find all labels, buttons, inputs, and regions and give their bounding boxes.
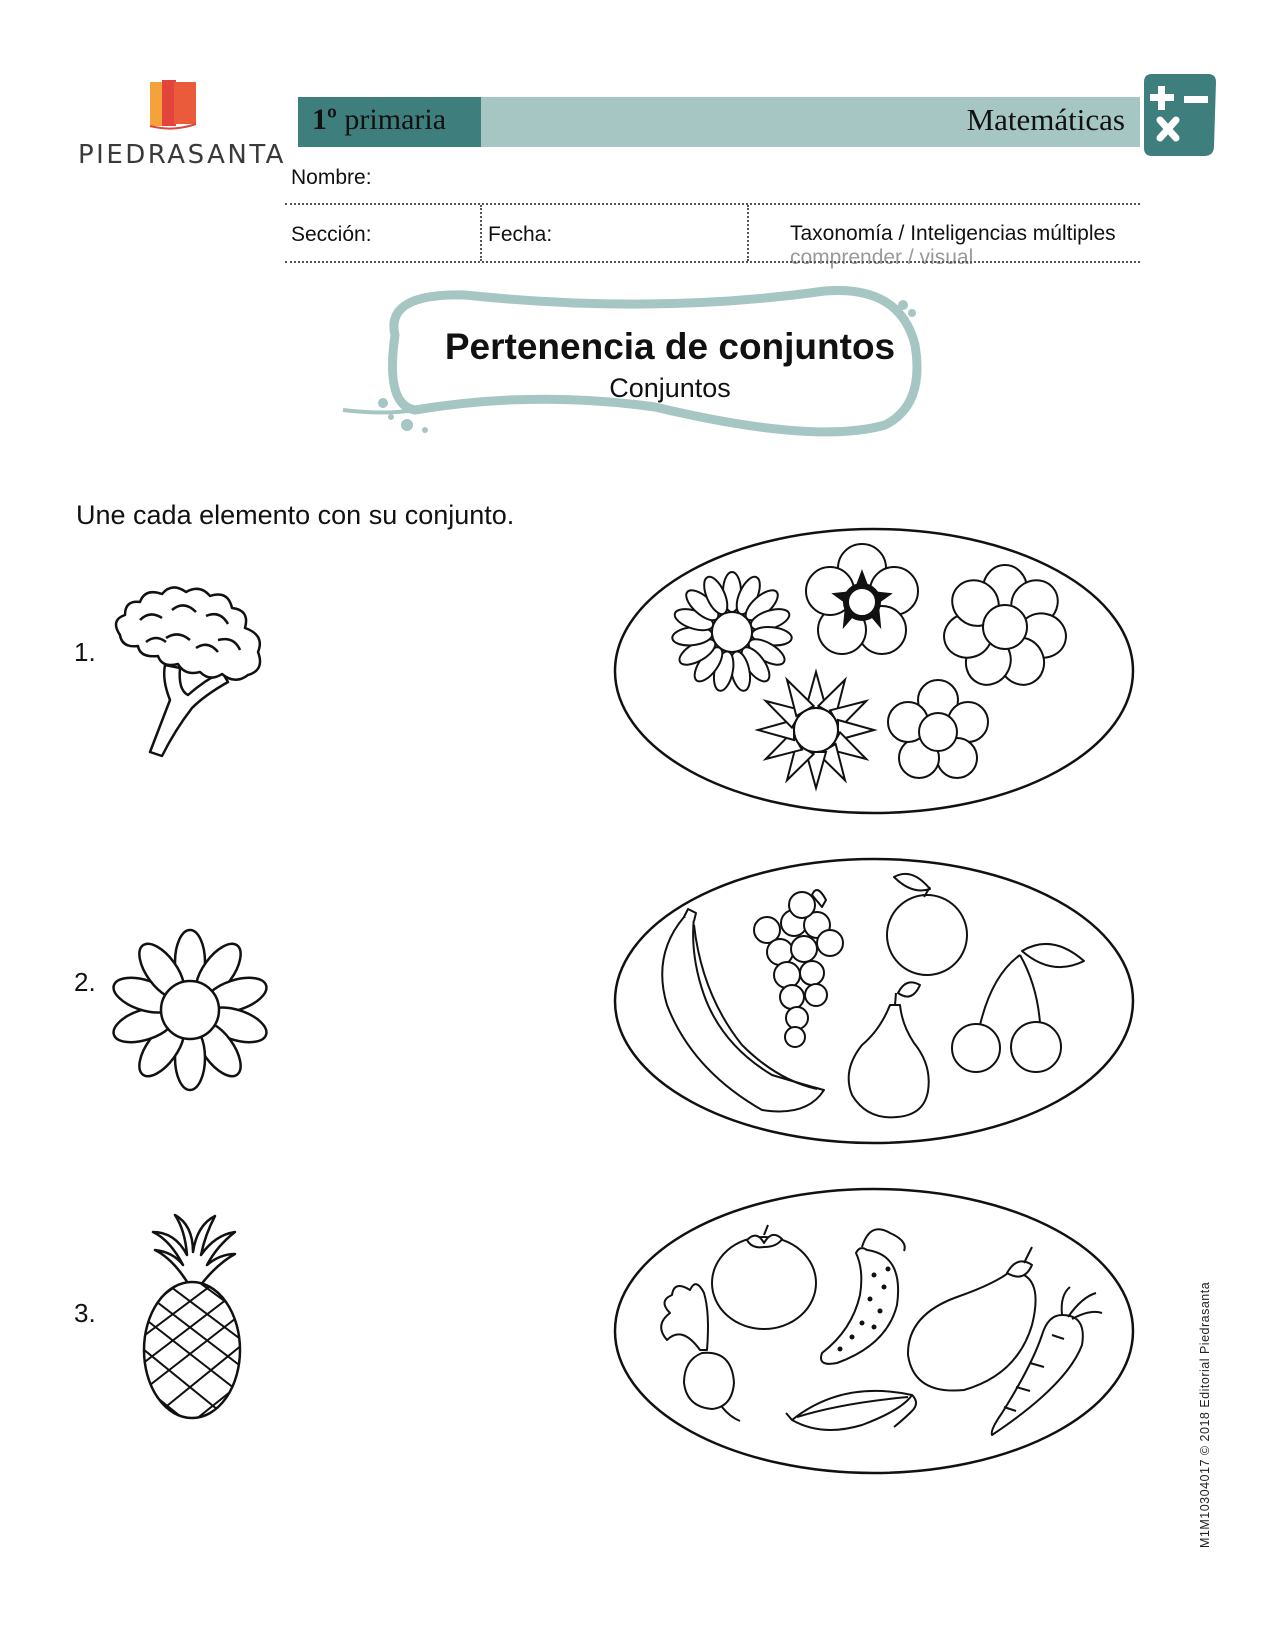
item-number-2: 2. [74, 967, 96, 997]
item-number-3: 3. [74, 1298, 96, 1328]
page-title: Pertenencia de conjuntos [444, 326, 896, 367]
fruits-set[interactable] [612, 855, 1137, 1147]
item-number-1: 1. [74, 637, 96, 667]
broccoli-icon[interactable] [110, 580, 275, 760]
page-subtitle: Conjuntos [609, 373, 731, 403]
taxonomy-values: comprender / visual [790, 246, 974, 269]
flower-icon[interactable] [110, 930, 270, 1090]
subject-title: Matemáticas [966, 102, 1125, 137]
section-label: Sección: [291, 223, 372, 246]
copyright-text: M1M10304017 © 2018 Editorial Piedrasanta [1198, 1281, 1212, 1548]
pineapple-icon[interactable] [135, 1210, 250, 1420]
instruction-text: Une cada elemento con su conjunto. [76, 500, 515, 530]
brand-name: PIEDRASANTA [78, 140, 286, 170]
plus-minus-times-icon [1140, 72, 1218, 160]
flowers-set[interactable] [612, 525, 1137, 817]
grade-label: primaria [344, 103, 447, 136]
grade-number: 1º [312, 103, 337, 136]
grade-badge [298, 97, 481, 147]
date-label: Fecha: [488, 223, 553, 246]
divider [285, 261, 1140, 263]
vegetables-set[interactable] [612, 1185, 1137, 1477]
taxonomy-title: Taxonomía / Inteligencias múltiples [790, 222, 1116, 245]
divider [747, 205, 749, 261]
divider [285, 203, 1140, 205]
name-label: Nombre: [291, 166, 372, 189]
divider [480, 205, 482, 261]
